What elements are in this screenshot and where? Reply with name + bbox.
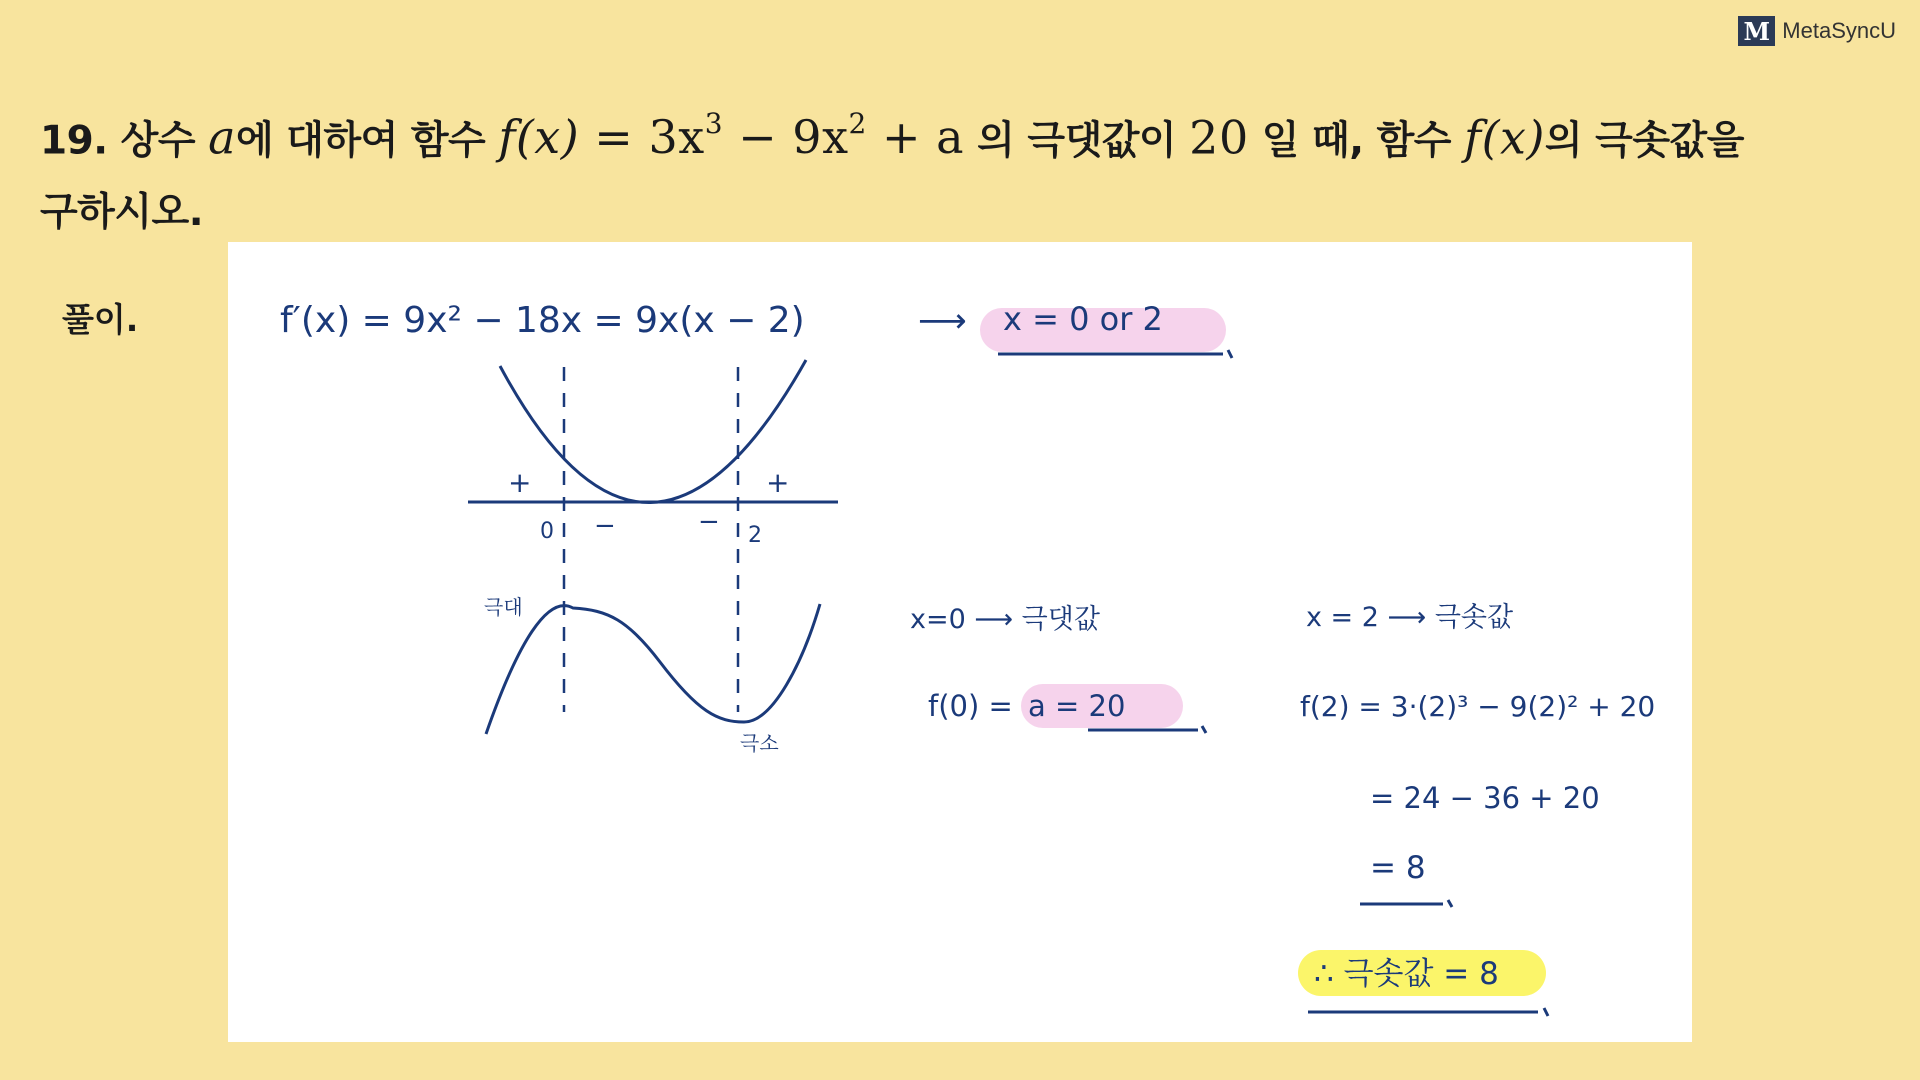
handwritten-solution [228,242,1692,1042]
label-max: 극대 [484,595,523,619]
solution-label: 풀이. [62,300,139,339]
conclusion: ∴ 극솟값 = 8 [1314,956,1499,992]
solution-whiteboard [228,242,1692,1042]
given-value: 20 [1189,110,1249,165]
sign-minus-2: − [698,507,720,537]
brand-name: MetaSyncU [1782,18,1896,43]
problem-mid1: 에 대하여 함수 [236,118,499,164]
cubic-curve [486,604,820,734]
problem-mid3: 일 때, 함수 [1248,118,1465,164]
var-a: a [208,110,237,165]
fx: f(x) [1464,110,1545,165]
problem-mid2: 의 극댓값이 [964,118,1190,164]
tick-0: 0 [540,519,554,544]
tick-2: 2 [748,523,762,548]
arrow-1: ⟶ [918,301,967,341]
sign-minus-1: − [594,511,616,541]
right-eq-2: = 24 − 36 + 20 [1370,781,1600,815]
right-case: x = 2 ⟶ 극솟값 [1306,602,1514,633]
problem-prefix: 19. 상수 [40,118,209,164]
brand-mark-icon: M [1738,16,1775,46]
derivative-parabola [500,360,806,503]
label-min: 극소 [740,731,779,755]
brand-logo [1738,16,1896,46]
formula: $f(x) = 3x^3 - 9x^2 + a$ [498,107,965,165]
right-underline [1360,900,1452,907]
problem-suffix: 의 극솟값을 구하시오. [40,118,1744,236]
roots-text: x = 0 or 2 [1003,300,1163,338]
problem-statement [40,92,1780,249]
left-case: x=0 ⟶ 극댓값 [910,604,1100,635]
left-eq-box: a = 20 [1028,689,1126,723]
left-eq-lhs: f(0) = [928,689,1013,723]
sign-plus-left: + [508,466,532,499]
derivative-line: f′(x) = 9x² − 18x = 9x(x − 2) [280,300,805,341]
right-eq-3: = 8 [1370,850,1426,886]
conclusion-underline [1308,1008,1548,1016]
right-eq-1: f(2) = 3·(2)³ − 9(2)² + 20 [1300,690,1656,723]
sign-plus-right: + [766,466,790,499]
